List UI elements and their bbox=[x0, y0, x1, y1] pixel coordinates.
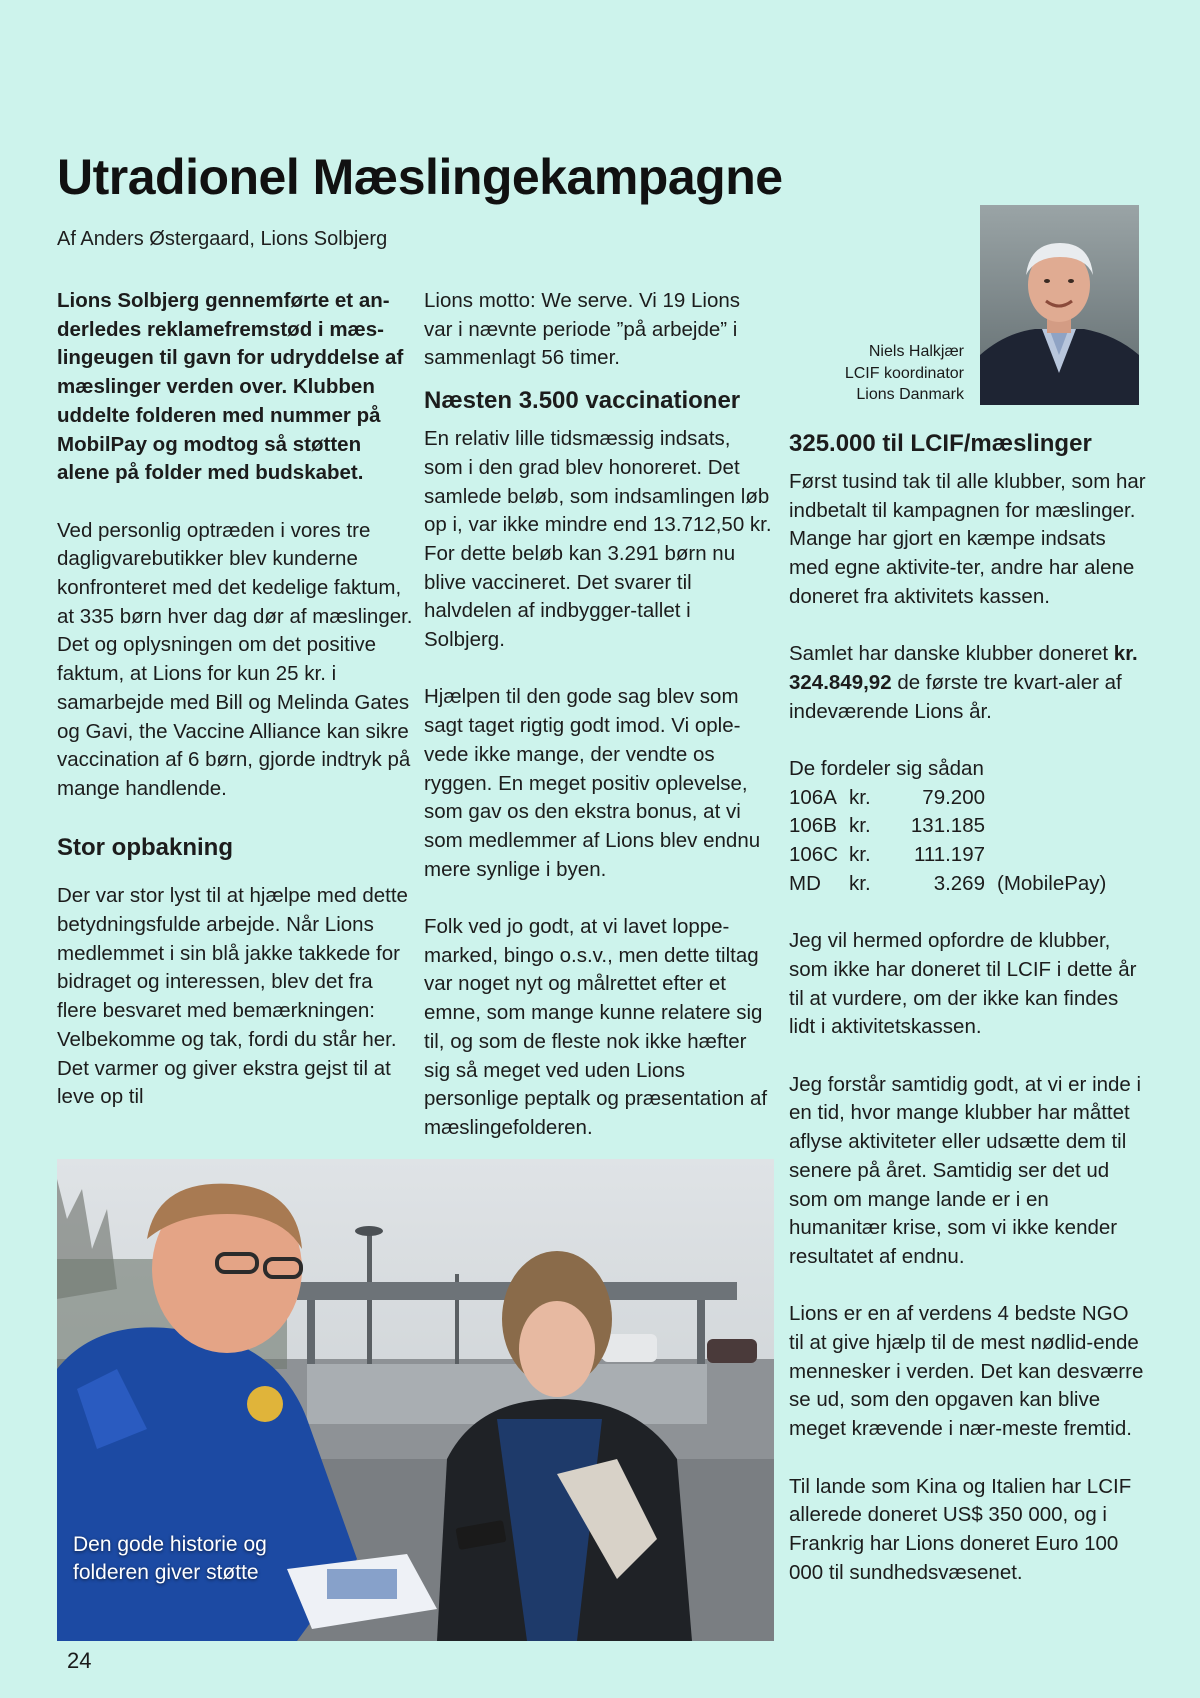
amount: 131.185 bbox=[910, 814, 985, 838]
paragraph: Jeg vil hermed opfordre de klubber, som ikke har doneret til LCIF i dette år til at vurdere, om der ikke kan findes lidt i aktivitetskassen. bbox=[789, 929, 1137, 1039]
page-number: 24 bbox=[67, 1648, 92, 1673]
portrait-org: Lions Danmark bbox=[856, 386, 964, 403]
donation-total: kr. 324.849,92 bbox=[789, 642, 1138, 694]
paragraph: Lions er en af verdens 4 bedste NGO til at give hjælp til de mest nødlid-ende mennesker i verden. Det kan desværre se ud, som den opgaven kan blive meget krævende i nær-meste fremtid. bbox=[789, 1302, 1144, 1441]
paragraph: Der var stor lyst til at hjælpe med dette betydningsfulde arbejde. Når Lions medlemmet i sin blå jakke takkede for bidraget og interessen, blev det fra flere besvaret med bemærkningen: Velbekomme og tak, fordi du står her. Det varmer og giver ekstra gejst til at leve op til bbox=[57, 884, 408, 1109]
campaign-photo bbox=[57, 1159, 774, 1641]
column-3 bbox=[789, 428, 1149, 1587]
lead-paragraph: Lions Solbjerg gennemførte et an-derledes reklamefremstød i mæs-lingeugen til gavn for udryddelse af mæslinger verden over. Klubben uddelte folderen med nummer på MobilPay og modtog så støtten alene på folder med budskabet. bbox=[57, 289, 404, 485]
table-row bbox=[789, 841, 1106, 870]
article-byline: Af Anders Østergaard, Lions Solbjerg bbox=[57, 228, 388, 250]
paragraph: Ved personlig optræden i vores tre dagligvarebutikker blev kunderne konfronteret med det kedelige faktum, at 335 børn hver dag dør af mæslinger. Det og oplysningen om det positive faktum, at Lions for kun 25 kr. i samarbejde med Bill og Melinda Gates og Gavi, the Vaccine Alliance kan sikre vaccination af 6 børn, gjorde indtryk på mange handlende. bbox=[57, 518, 413, 800]
note: (MobilePay) bbox=[997, 871, 1107, 895]
paragraph bbox=[789, 640, 1149, 726]
column-1 bbox=[57, 287, 417, 1112]
note bbox=[997, 812, 1106, 841]
region: 106B bbox=[789, 814, 837, 838]
portrait-name: Niels Halkjær bbox=[868, 343, 964, 360]
note bbox=[997, 841, 1106, 870]
currency: kr. bbox=[849, 814, 871, 838]
photo-caption-line1: Den gode historie og bbox=[73, 1533, 267, 1556]
amount: 79.200 bbox=[922, 785, 985, 809]
currency: kr. bbox=[849, 785, 871, 809]
paragraph: En relativ lille tidsmæssig indsats, som i den grad blev honoreret. Det samlede beløb, som indsamlingen løb op i, var ikke mindre end 13.712,50 kr. For dette beløb kan 3.291 børn nu blive vaccineret. Det svarer til halvdelen af indbygger-tallet i Solbjerg. bbox=[424, 427, 772, 652]
subheading-lcif: 325.000 til LCIF/mæslinger bbox=[789, 430, 1092, 457]
paragraph: Hjælpen til den gode sag blev som sagt taget rigtig godt imod. Vi ople-vede ikke mange, der vendte os ryggen. En meget positiv oplevelse, som gav os den ekstra bonus, at vi som medlemmer af Lions blev endnu mere synlige i byen. bbox=[424, 685, 761, 881]
paragraph: Jeg forstår samtidig godt, at vi er inde i en tid, hvor mange klubber har måttet aflyse aktiviteter eller udsætte dem til senere på året. Samtidig ser det ud som om mange lande er i en humanitær krise, som vi ikke kender resultatet af endnu. bbox=[789, 1072, 1142, 1268]
photo-caption-line2: folderen giver støtte bbox=[73, 1561, 259, 1584]
amount: 3.269 bbox=[933, 871, 985, 895]
table-row bbox=[789, 784, 1106, 813]
paragraph: Først tusind tak til alle klubber, som har indbetalt til kampagnen for mæslinger. Mange har gjort en kæmpe indsats med egne aktivite-ter, andre har alene doneret fra aktivitets kassen. bbox=[789, 470, 1146, 608]
table-row bbox=[789, 870, 1106, 899]
currency: kr. bbox=[849, 843, 871, 867]
note bbox=[997, 784, 1106, 813]
region: 106C bbox=[789, 843, 839, 867]
paragraph: Til lande som Kina og Italien har LCIF allerede doneret US$ 350 000, og i Frankrig har Lions doneret Euro 100 000 til sundhedsvæsenet. bbox=[789, 1474, 1132, 1584]
column-2 bbox=[424, 287, 774, 1143]
region: MD bbox=[789, 871, 821, 895]
portrait-illustration bbox=[980, 205, 1139, 405]
subheading-stor-opbakning: Stor opbakning bbox=[57, 834, 233, 862]
paragraph: Lions motto: We serve. Vi 19 Lions var i nævnte periode ”på arbejde” i sammenlagt 56 timer. bbox=[424, 289, 741, 370]
distribution-table bbox=[789, 784, 1106, 899]
photo-caption bbox=[73, 1531, 267, 1587]
portrait-caption bbox=[845, 341, 964, 406]
article-title: Utradionel Mæslingekampagne bbox=[57, 149, 783, 205]
table-row bbox=[789, 812, 1106, 841]
portrait-role: LCIF koordinator bbox=[844, 364, 964, 382]
region: 106A bbox=[789, 785, 837, 809]
donation-text-a: Samlet har danske klubber doneret bbox=[789, 642, 1109, 666]
paragraph: Folk ved jo godt, at vi lavet loppe-marked, bingo o.s.v., men dette tiltag var noget nyt og målrettet efter et emne, som mange kunne relatere sig til, og som de fleste nok ikke hæfter sig så meget ved uden Lions personlige peptalk og præsentation af mæslingefolderen. bbox=[424, 915, 768, 1139]
distribution-intro: De fordeler sig sådan bbox=[789, 757, 984, 780]
subheading-vaccinationer: Næsten 3.500 vaccinationer bbox=[424, 387, 741, 415]
donation-text-b: de første tre kvart-aler af indeværende Lions år. bbox=[789, 670, 1122, 723]
amount: 111.197 bbox=[913, 843, 985, 867]
portrait-photo bbox=[980, 205, 1139, 405]
currency: kr. bbox=[849, 871, 871, 895]
